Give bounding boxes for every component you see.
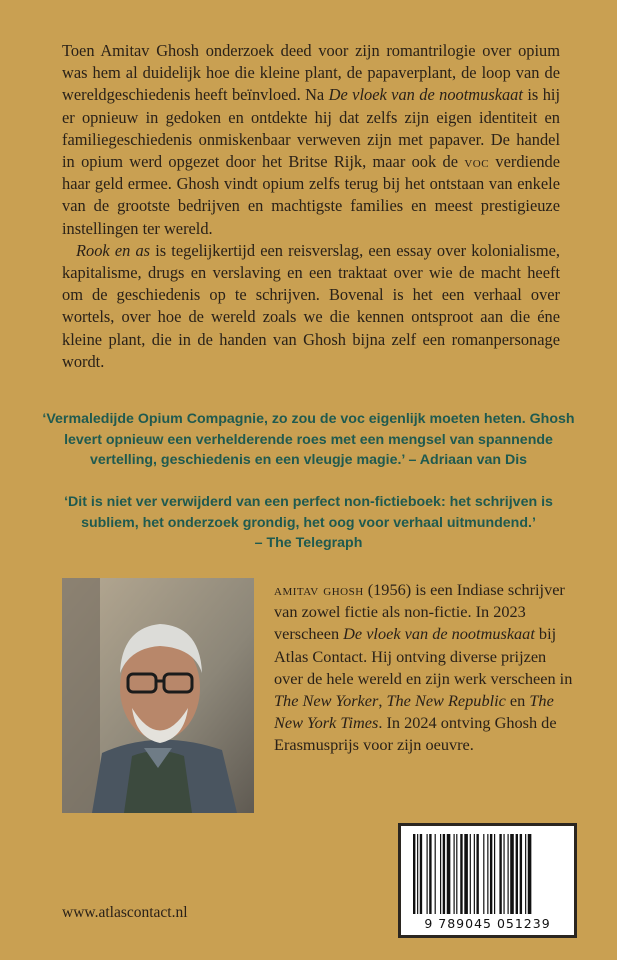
- author-bio: [274, 579, 574, 757]
- barcode-bar: [520, 834, 522, 914]
- barcode-bar: [454, 834, 455, 914]
- bio-text: en: [505, 691, 530, 711]
- barcode-bar: [508, 834, 509, 914]
- barcode-bar: [474, 834, 475, 914]
- quote-telegraph-text: ‘Dit is niet ver verwijderd van een perfect non-fictieboek: het schrijven is subliem, het onderzoek grondig, het oog voor verhaal uitmundend.’: [64, 494, 553, 531]
- blurb-text: is hij er opnieuw in gedoken en ontdekte hij dat zelfs zijn eigen identiteit en familiegeschiedenis onmiskenbaar verweven zijn met papaver. De handel in opium werd opgezet door het Britse Rijk, maar ook de: [62, 85, 560, 172]
- barcode-bar: [435, 834, 436, 914]
- author-name: amitav ghosh: [274, 580, 364, 599]
- voc-abbr: voc: [464, 152, 490, 172]
- barcode-bar: [510, 834, 514, 914]
- book-title-nutmeg: De vloek van de nootmuskaat: [328, 85, 523, 105]
- bio-text: . In 2024 ontving Ghosh de Erasmusprijs voor zijn oeuvre.: [274, 713, 557, 755]
- blurb-text: verdiende haar geld ermee. Ghosh vindt opium zelfs terug bij het ontstaan van enkele van de grootste bedrijven en machtigste families en meest prestigieuze instellingen ter wereld.: [62, 152, 561, 238]
- barcode-bar: [460, 834, 462, 914]
- barcode-bar: [476, 834, 478, 914]
- quote-telegraph-source: – The Telegraph: [254, 535, 363, 551]
- bio-text: bij Atlas Contact. Hij ontving diverse prijzen over de hele wereld en zijn werk verscheen in: [274, 624, 573, 688]
- barcode-bars: [413, 834, 563, 914]
- quote-van-dis: ‘Vermaledijde Opium Compagnie, zo zou de voc eigenlijk moeten heten. Ghosh levert opnieuw een verhelderende roes met een mengsel van spannende vertelling, geschiedenis en een vleugje magie.’ – Adriaan van Dis: [42, 411, 575, 468]
- bio-title: The New York Times: [274, 691, 554, 733]
- barcode-bar: [528, 834, 532, 914]
- barcode-bar: [447, 834, 451, 914]
- barcode-bar: [427, 834, 428, 914]
- barcode-bar: [420, 834, 422, 914]
- barcode-bar: [443, 834, 445, 914]
- isbn-number: 9 789045 051239: [424, 916, 551, 931]
- barcode-bar: [417, 834, 418, 914]
- barcode-bar: [490, 834, 492, 914]
- barcode-bar: [503, 834, 504, 914]
- book-title-smoke-and-ashes: Rook en as: [76, 240, 151, 260]
- bio-title: De vloek van de nootmuskaat: [343, 624, 535, 644]
- barcode-bar: [470, 834, 471, 914]
- blurb-paragraph-2: [62, 240, 560, 373]
- author-portrait: [62, 578, 254, 813]
- barcode-bar: [464, 834, 468, 914]
- blurb-text: is tegelijkertijd een reisverslag, een essay over kolonialisme, kapitalisme, drugs en verslaving en een traktaat over wie de macht heeft om de geschiedenis op te schrijven. Bovenal is het een verhaal over wortels, over hoe de wereld zoals we die kennen ontsproot aan die éne kleine plant, die in de handen van Ghosh bijna zelf een romanpersonage wordt.: [62, 240, 560, 371]
- barcode-bar: [499, 834, 501, 914]
- bio-text: (1956) is een Indiase schrijver van zowel fictie als non-fictie. In 2023 verscheen: [274, 580, 565, 644]
- publisher-website: www.atlascontact.nl: [62, 904, 188, 921]
- barcode-bar: [483, 834, 484, 914]
- barcode-bar: [494, 834, 495, 914]
- barcode: [398, 823, 577, 938]
- barcode-bar: [440, 834, 441, 914]
- blurb: [62, 40, 560, 373]
- barcode-bar: [516, 834, 518, 914]
- author-photo: [62, 578, 254, 813]
- bio-text: ,: [378, 691, 387, 711]
- barcode-bar: [413, 834, 415, 914]
- barcode-bar: [456, 834, 457, 914]
- barcode-bar: [429, 834, 431, 914]
- bio-title: The New Yorker: [274, 691, 379, 711]
- barcode-bar: [525, 834, 526, 914]
- blurb-paragraph-1: [62, 40, 560, 240]
- blurb-text: Toen Amitav Ghosh onderzoek deed voor zijn romantrilogie over opium was hem al duidelijk hoe die kleine plant, de papaverplant, de loop van de wereldgeschiedenis heeft beïnvloed. Na: [62, 41, 560, 105]
- bio-title: The New Republic: [386, 691, 506, 711]
- quote-telegraph: [40, 492, 577, 554]
- barcode-bar: [487, 834, 488, 914]
